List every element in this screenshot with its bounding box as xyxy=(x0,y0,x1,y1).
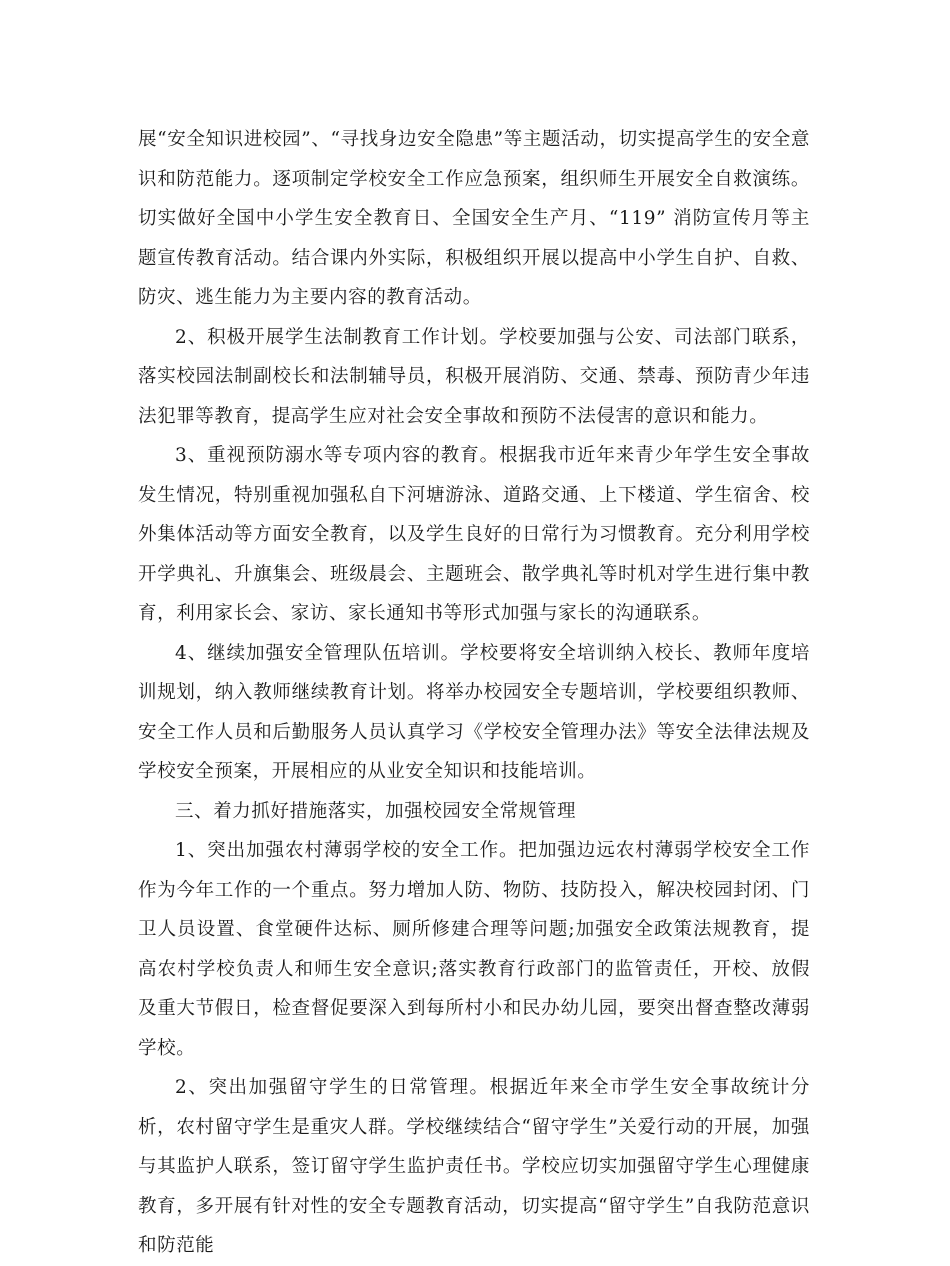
paragraph-drowning-prevention: 3、重视预防溺水等专项内容的教育。根据我市近年来青少年学生安全事故发生情况，特别重视加强私自下河塘游泳、道路交通、上下楼道、学生宿舍、校外集体活动等方面安全教育，以及学生良好的日常行为习惯教育。充分利用学校开学典礼、升旗集会、班级晨会、主题班会、散学典礼等时机对学生进行集中教育，利用家长会、家访、家长通知书等形式加强与家长的沟通联系。 xyxy=(138,445,810,624)
paragraph-team-training: 4、继续加强安全管理队伍培训。学校要将安全培训纳入校长、教师年度培训规划，纳入教师继续教育计划。将举办校园安全专题培训，学校要组织教师、安全工作人员和后勤服务人员认真学习《学校安全管理办法》等安全法律法规及学校安全预案，开展相应的从业安全知识和技能培训。 xyxy=(138,642,810,782)
paragraph-rural-schools: 1、突出加强农村薄弱学校的安全工作。把加强边远农村薄弱学校安全工作作为今年工作的一个重点。努力增加人防、物防、技防投入，解决校园封闭、门卫人员设置、食堂硬件达标、厕所修建合理等问题;加强安全政策法规教育，提高农村学校负责人和师生安全意识;落实教育行政部门的监管责任，开校、放假及重大节假日，检查督促要深入到每所村小和民办幼儿园，要突出督查整改薄弱学校。 xyxy=(138,840,810,1059)
paragraph-legal-education: 2、积极开展学生法制教育工作计划。学校要加强与公安、司法部门联系，落实校园法制副校长和法制辅导员，积极开展消防、交通、禁毒、预防青少年违法犯罪等教育，提高学生应对社会安全事故和预防不法侵害的意识和能力。 xyxy=(138,326,810,427)
document-body xyxy=(138,120,810,1266)
paragraph-left-behind-students: 2、突出加强留守学生的日常管理。根据近年来全市学生安全事故统计分析，农村留守学生是重灾人群。学校继续结合“留守学生”关爱行动的开展，加强与其监护人联系，签订留守学生监护责任书。学校应切实加强留守学生心理健康教育，多开展有针对性的安全专题教育活动，切实提高“留守学生”自我防范意识和防范能 xyxy=(138,1077,810,1256)
section-heading-three: 三、着力抓好措施落实，加强校园安全常规管理 xyxy=(175,800,577,822)
paragraph-continued-activities: 展“安全知识进校园”、“寻找身边安全隐患”等主题活动，切实提高学生的安全意识和防范能力。逐项制定学校安全工作应急预案，组织师生开展安全自救演练。切实做好全国中小学生安全教育日、全国安全生产月、“119” 消防宣传月等主题宣传教育活动。结合课内外实际，积极组织开展以提高中小学生自护、自救、防灾、逃生能力为主要内容的教育活动。 xyxy=(138,129,810,308)
